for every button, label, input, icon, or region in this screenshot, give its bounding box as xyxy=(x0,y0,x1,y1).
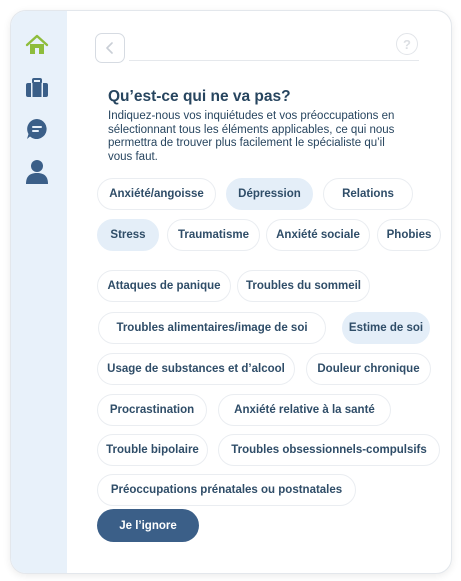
option-chip[interactable]: Préoccupations prénatales ou postnatales xyxy=(97,474,356,506)
home-icon[interactable] xyxy=(24,32,50,58)
help-button[interactable]: ? xyxy=(396,33,418,55)
ignore-button[interactable]: Je l’ignore xyxy=(97,509,199,542)
briefcase-icon[interactable] xyxy=(24,75,50,101)
progress-bar xyxy=(129,60,419,61)
option-chip[interactable]: Dépression xyxy=(226,178,313,210)
question-description: Indiquez-nous vos inquiétudes et vos préoccupations en sélectionnant tous les éléments applicables, ce qui nous permettra de trouver plus facilement le spécialiste qu’il vous faut. xyxy=(108,110,395,163)
option-chip[interactable]: Estime de soi xyxy=(342,312,430,344)
option-chip[interactable]: Phobies xyxy=(377,219,441,251)
main-content xyxy=(67,11,451,573)
option-chip[interactable]: Stress xyxy=(97,219,159,251)
option-chip[interactable]: Douleur chronique xyxy=(306,353,431,385)
option-chip[interactable]: Anxiété relative à la santé xyxy=(218,394,391,426)
option-chip[interactable]: Traumatisme xyxy=(167,219,260,251)
chat-icon[interactable] xyxy=(24,116,50,142)
option-chip[interactable]: Troubles obsessionnels-compulsifs xyxy=(218,434,440,466)
user-icon[interactable] xyxy=(24,159,50,185)
option-chip[interactable]: Anxiété/angoisse xyxy=(97,178,216,210)
back-button[interactable] xyxy=(95,33,125,63)
option-chip[interactable]: Troubles alimentaires/image de soi xyxy=(98,312,326,344)
option-chip[interactable]: Attaques de panique xyxy=(97,270,231,302)
option-chip[interactable]: Troubles du sommeil xyxy=(237,270,370,302)
option-chip[interactable]: Usage de substances et d’alcool xyxy=(97,353,295,385)
sidebar-nav xyxy=(11,11,67,573)
question-title: Qu’est-ce qui ne va pas? xyxy=(108,88,291,105)
option-chip[interactable]: Relations xyxy=(323,178,413,210)
option-chip[interactable]: Procrastination xyxy=(97,394,207,426)
option-chip[interactable]: Trouble bipolaire xyxy=(97,434,208,466)
app-window xyxy=(10,10,452,574)
chevron-left-icon xyxy=(105,42,115,54)
option-chip[interactable]: Anxiété sociale xyxy=(266,219,370,251)
